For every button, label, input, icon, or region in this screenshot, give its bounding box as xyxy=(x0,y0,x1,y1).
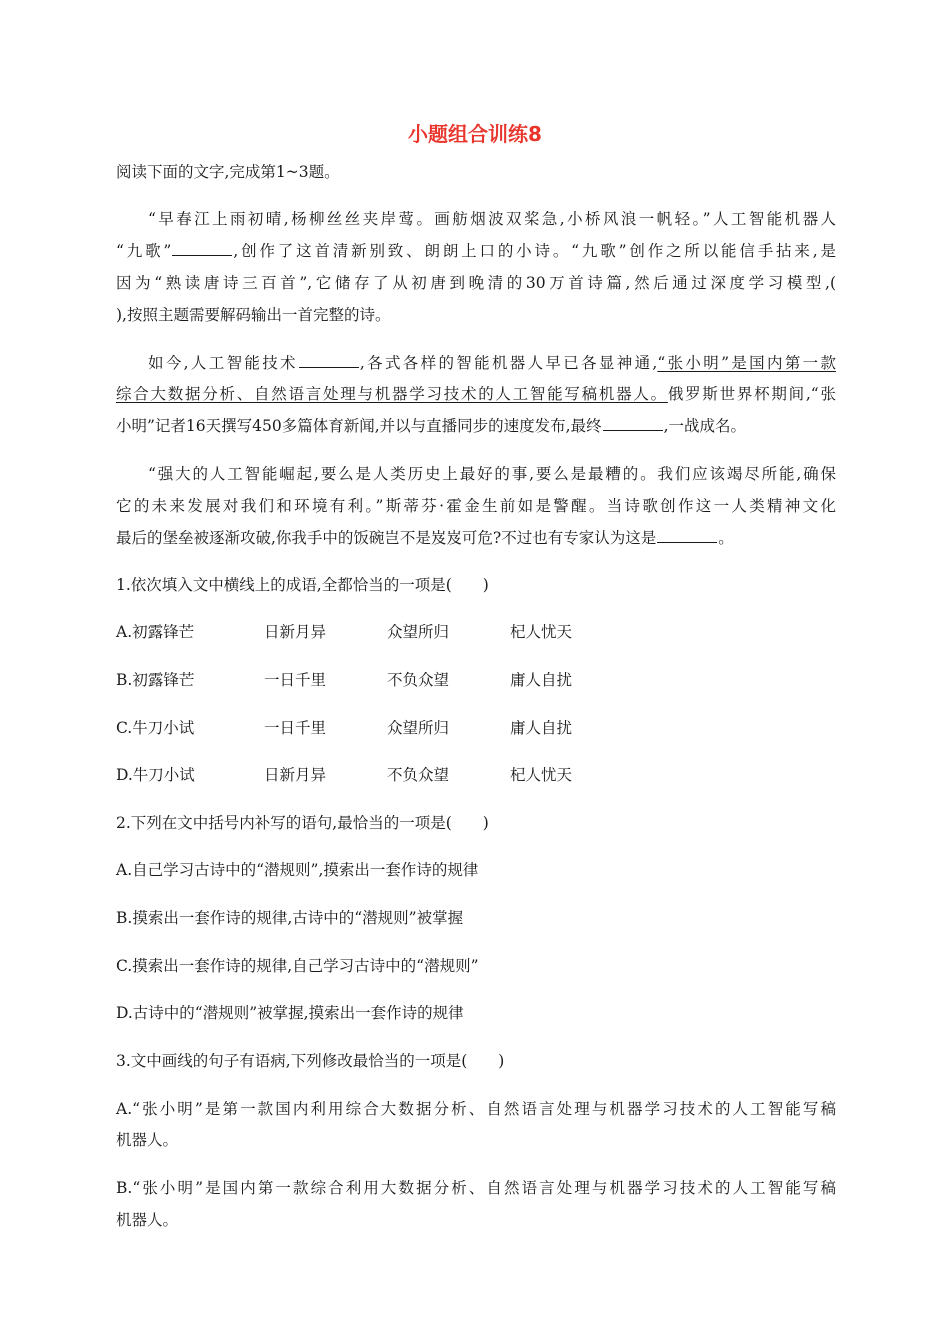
underlined-sentence: 综合大数据分析、自然语言处理与机器学习技术的人工智能写稿机器人。 xyxy=(116,385,668,403)
question-3-stem: 3.文中画线的句子有语病,下列修改最恰当的一项是( ) xyxy=(116,1052,505,1070)
fill-blank xyxy=(603,416,663,431)
option-cell: 一日千里 xyxy=(264,719,327,737)
text-segment: 小明”记者16天撰写450多篇体育新闻,并以与直播同步的速度发布,最终 xyxy=(116,417,602,435)
q2-option-c: C.摸索出一套作诗的规律,自己学习古诗中的“潜规则” xyxy=(116,957,479,975)
passage-p3-line2: 它的未来发展对我们和环境有利。”斯蒂芬·霍金生前如是警醒。当诗歌创作这一人类精神文化 xyxy=(116,497,836,515)
q3-option-b-line1: B.“张小明”是国内第一款综合利用大数据分析、自然语言处理与机器学习技术的人工智能写稿 xyxy=(116,1179,836,1197)
instruction: 阅读下面的文字,完成第1~3题。 xyxy=(116,163,340,181)
text-segment: 最后的堡垒被逐渐攻破,你我手中的饭碗岂不是岌岌可危?不过也有专家认为这是 xyxy=(116,529,657,547)
passage-p2-line1 xyxy=(148,351,836,375)
option-cell: 杞人忧天 xyxy=(510,623,573,641)
option-cell: 一日千里 xyxy=(264,671,327,689)
option-cell: C.牛刀小试 xyxy=(116,719,195,737)
option-cell: 庸人自扰 xyxy=(510,719,573,737)
option-cell: 众望所归 xyxy=(387,623,450,641)
text-segment: “九歌” xyxy=(116,242,172,260)
text-segment: 俄罗斯世界杯期间,“张 xyxy=(667,385,836,403)
fill-blank xyxy=(299,353,359,368)
option-cell: 杞人忧天 xyxy=(510,766,573,784)
q1-option-b xyxy=(116,668,836,692)
passage-p3-line3 xyxy=(116,526,836,550)
passage-p2-line2 xyxy=(116,382,836,406)
fill-blank xyxy=(172,241,232,256)
q3-option-a-line2: 机器人。 xyxy=(116,1131,179,1149)
option-cell: 众望所归 xyxy=(387,719,450,737)
q1-option-a xyxy=(116,620,836,644)
page-title: 小题组合训练8 xyxy=(408,122,542,146)
question-1-stem: 1.依次填入文中横线上的成语,全都恰当的一项是( ) xyxy=(116,576,489,594)
option-cell: A.初露锋芒 xyxy=(116,623,195,641)
passage-p1-line4: ),按照主题需要解码输出一首完整的诗。 xyxy=(116,306,391,324)
q2-option-d: D.古诗中的“潜规则”被掌握,摸索出一套作诗的规律 xyxy=(116,1004,464,1022)
option-cell: 不负众望 xyxy=(387,766,450,784)
text-segment: 如今,人工智能技术 xyxy=(148,354,298,372)
q1-option-d xyxy=(116,763,836,787)
q1-option-c xyxy=(116,716,836,740)
option-cell: B.初露锋芒 xyxy=(116,671,195,689)
q3-option-a-line1: A.“张小明”是第一款国内利用综合大数据分析、自然语言处理与机器学习技术的人工智能写稿 xyxy=(116,1100,836,1118)
passage-p1-line1: “早春江上雨初晴,杨柳丝丝夹岸莺。画舫烟波双桨急,小桥风浪一帆轻。”人工智能机器人 xyxy=(148,210,836,228)
option-cell: 不负众望 xyxy=(387,671,450,689)
passage-p2-line3 xyxy=(116,414,836,438)
q2-option-b: B.摸索出一套作诗的规律,古诗中的“潜规则”被掌握 xyxy=(116,909,464,927)
text-segment: ,一战成名。 xyxy=(663,417,747,435)
option-cell: D.牛刀小试 xyxy=(116,766,195,784)
passage-p1-line2 xyxy=(116,239,836,263)
option-cell: 庸人自扰 xyxy=(510,671,573,689)
fill-blank xyxy=(657,528,717,543)
q2-option-a: A.自己学习古诗中的“潜规则”,摸索出一套作诗的规律 xyxy=(116,861,479,879)
passage-p1-line3: 因为“熟读唐诗三百首”,它储存了从初唐到晚清的30万首诗篇,然后通过深度学习模型,( xyxy=(116,274,836,292)
text-segment: ,创作了这首清新别致、朗朗上口的小诗。“九歌”创作之所以能信手拈来,是 xyxy=(233,242,836,260)
text-segment: ,各式各样的智能机器人早已各显神通, xyxy=(359,354,658,372)
question-2-stem: 2.下列在文中括号内补写的语句,最恰当的一项是( ) xyxy=(116,814,489,832)
q3-option-b-line2: 机器人。 xyxy=(116,1211,179,1229)
text-segment: 。 xyxy=(718,529,734,547)
underlined-sentence: “张小明”是国内第一款 xyxy=(657,354,836,372)
option-cell: 日新月异 xyxy=(264,623,327,641)
option-cell: 日新月异 xyxy=(264,766,327,784)
passage-p3-line1: “强大的人工智能崛起,要么是人类历史上最好的事,要么是最糟的。我们应该竭尽所能,确保 xyxy=(148,465,836,483)
